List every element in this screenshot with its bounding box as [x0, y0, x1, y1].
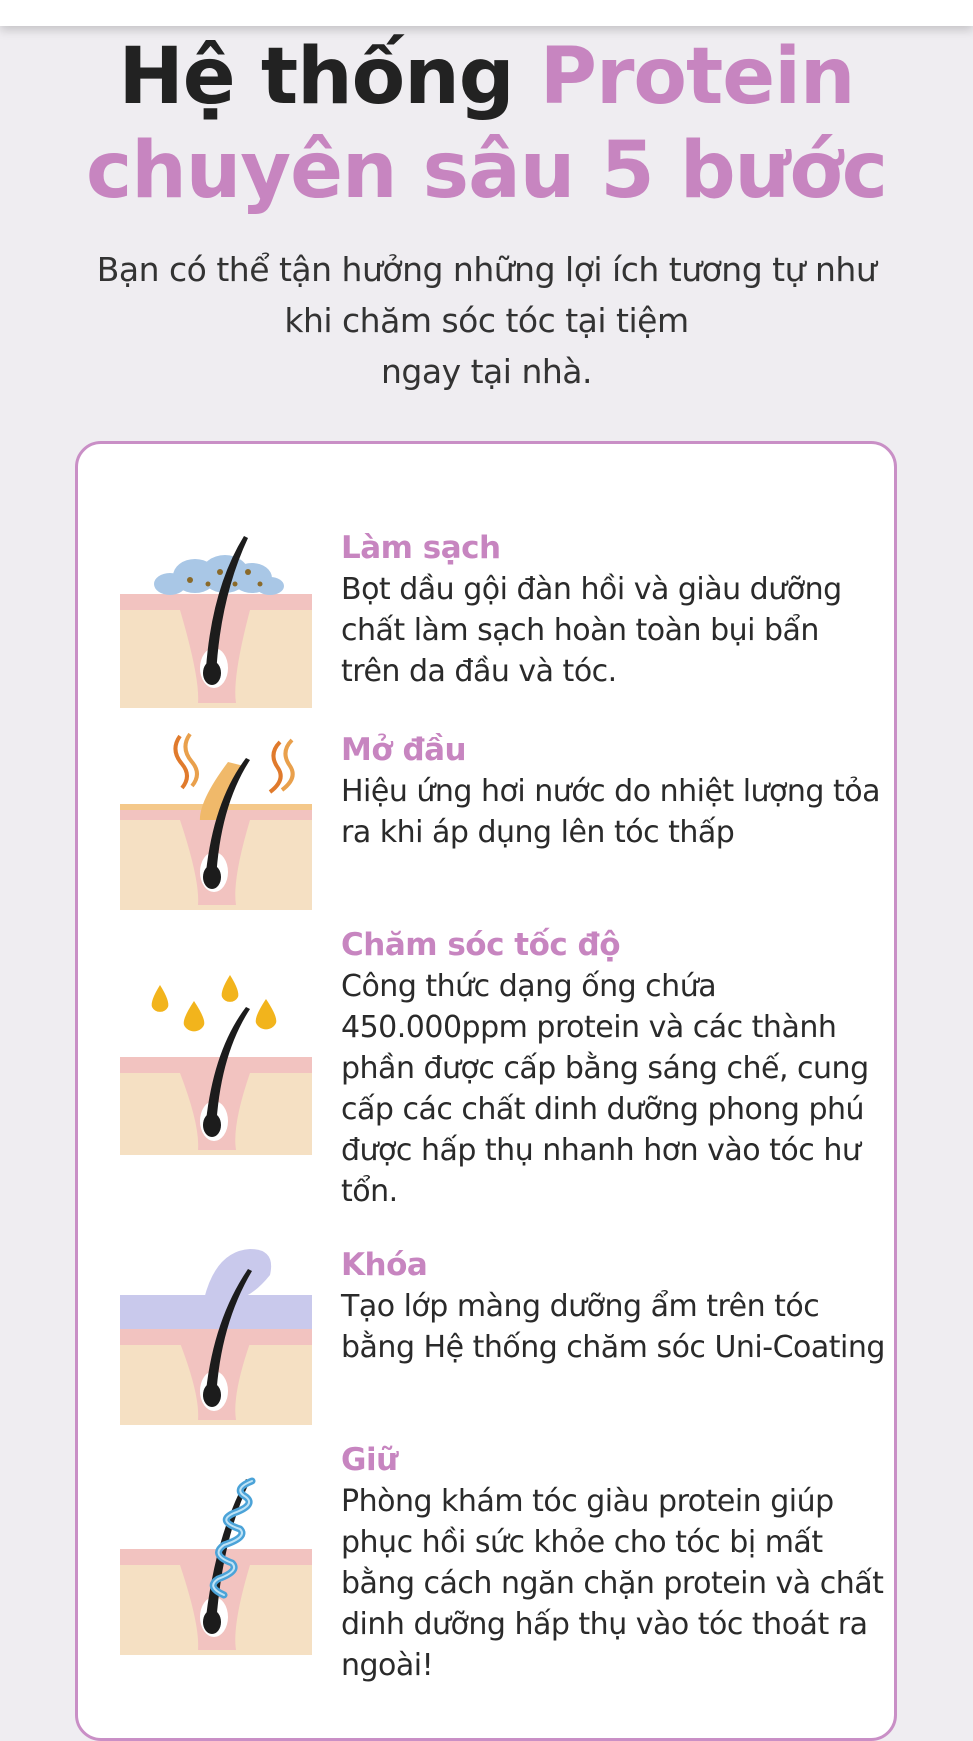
step-title: Giữ	[341, 1442, 398, 1478]
step-lock-text	[341, 1245, 886, 1368]
top-edge-strip	[0, 0, 973, 26]
subtitle-line3: ngay tại nhà.	[381, 352, 592, 391]
page-title	[0, 30, 973, 218]
subtitle-line2: khi chăm sóc tóc tại tiệm	[284, 301, 689, 340]
heat-steam-icon	[120, 730, 312, 910]
step-description: Hiệu ứng hơi nước do nhiệt lượng tỏa ra khi áp dụng lên tóc thấp	[341, 774, 881, 850]
step-title: Mở đầu	[341, 732, 467, 768]
foam-cleansing-icon	[120, 528, 312, 708]
title-line2-text: chuyên sâu 5 bước	[85, 126, 888, 216]
page-subtitle	[40, 244, 933, 397]
step-title: Chăm sóc tốc độ	[341, 927, 621, 963]
protein-wrap-icon	[120, 1475, 312, 1655]
step-keep-text	[341, 1440, 886, 1686]
step-title: Khóa	[341, 1247, 428, 1283]
nutrient-drops-icon	[120, 975, 312, 1155]
step-description: Tạo lớp màng dưỡng ẩm trên tóc bằng Hệ thống chăm sóc Uni-Coating	[341, 1289, 885, 1365]
step-cleansing-text	[341, 528, 886, 692]
title-accent-text: Protein	[539, 32, 855, 122]
step-description: Phòng khám tóc giàu protein giúp phục hồi sức khỏe cho tóc bị mất bằng cách ngăn chặn protein và chất dinh dưỡng hấp thụ vào tóc thoát ra ngoài!	[341, 1484, 884, 1683]
coating-layer-icon	[120, 1245, 312, 1425]
title-dark-text: Hệ thống	[118, 32, 514, 122]
step-opening-text	[341, 730, 886, 853]
subtitle-line1: Bạn có thể tận hưởng những lợi ích tương tự như	[96, 250, 877, 289]
step-description: Bọt dầu gội đàn hồi và giàu dưỡng chất làm sạch hoàn toàn bụi bẩn trên da đầu và tóc.	[341, 572, 842, 689]
step-description: Công thức dạng ống chứa 450.000ppm protein và các thành phần được cấp bằng sáng chế, cung cấp các chất dinh dưỡng phong phú được hấp thụ nhanh hơn vào tóc hư tổn.	[341, 969, 869, 1209]
step-title: Làm sạch	[341, 530, 501, 566]
step-speed-care-text	[341, 925, 886, 1212]
